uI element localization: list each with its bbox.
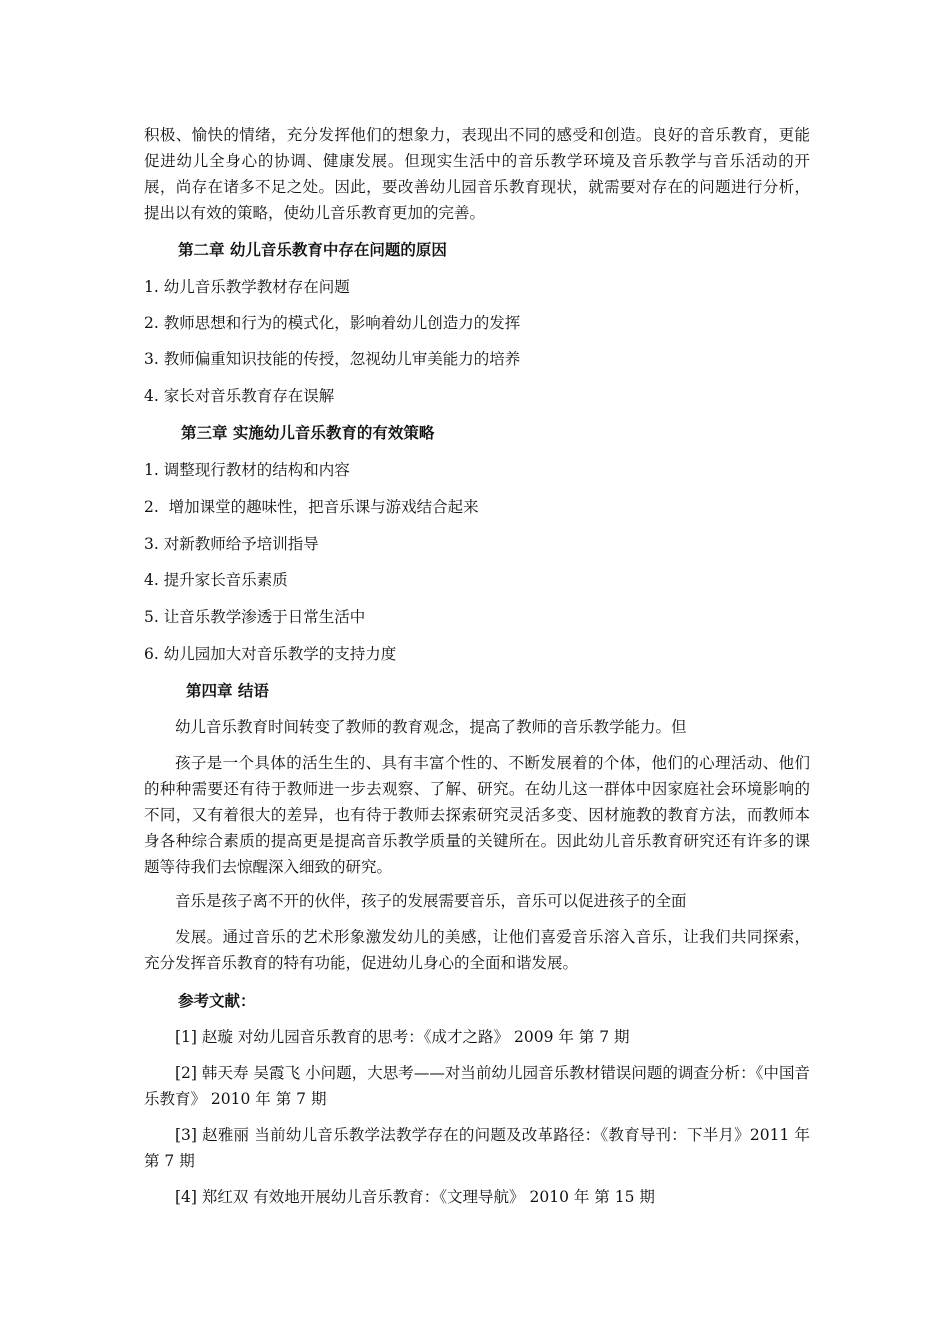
chapter-4-heading: 第四章 结语 [186, 681, 269, 700]
conclusion-paragraph-4: 发展。通过音乐的艺术形象激发幼儿的美感，让他们喜爱音乐溶入音乐，让我们共同探索，充分发挥音乐教育的特有功能，促进幼儿身心的全面和谐发展。 [144, 928, 810, 972]
intro-paragraph: 积极、愉快的情绪，充分发挥他们的想象力，表现出不同的感受和创造。良好的音乐教育，更能促进幼儿全身心的协调、健康发展。但现实生活中的音乐教学环境及音乐教学与音乐活动的开展，尚存在诸多不足之处。因此，要改善幼儿园音乐教育现状，就需要对存在的问题进行分析，提出以有效的策略，使幼儿音乐教育更加的完善。 [144, 126, 810, 222]
chapter-2-item-2: 2. 教师思想和行为的模式化，影响着幼儿创造力的发挥 [144, 314, 521, 332]
reference-3: [3] 赵雅丽 当前幼儿音乐教学法教学存在的问题及改革路径：《教育导刊：下半月》2011 年 第 7 期 [144, 1126, 810, 1170]
conclusion-paragraph-1: 幼儿音乐教育时间转变了教师的教育观念，提高了教师的音乐教学能力。但 [175, 718, 687, 736]
chapter-3-heading: 第三章 实施幼儿音乐教育的有效策略 [181, 423, 435, 442]
chapter-3-item-4: 4. 提升家长音乐素质 [144, 571, 288, 589]
reference-2: [2] 韩天寿 吴霞飞 小问题，大思考——对当前幼儿园音乐教材错误问题的调查分析：《中国音乐教育》 2010 年 第 7 期 [144, 1064, 810, 1108]
chapter-3-item-6: 6. 幼儿园加大对音乐教学的支持力度 [144, 645, 397, 663]
chapter-2-item-1: 1. 幼儿音乐教学教材存在问题 [144, 278, 350, 296]
conclusion-paragraph-3: 音乐是孩子离不开的伙伴，孩子的发展需要音乐，音乐可以促进孩子的全面 [175, 892, 687, 910]
chapter-3-item-2: 2. 增加课堂的趣味性，把音乐课与游戏结合起来 [144, 498, 479, 516]
chapter-2-heading: 第二章 幼儿音乐教育中存在问题的原因 [178, 240, 447, 259]
chapter-3-item-1: 1. 调整现行教材的结构和内容 [144, 461, 350, 479]
reference-4: [4] 郑红双 有效地开展幼儿音乐教育：《文理导航》 2010 年 第 15 期 [175, 1188, 655, 1206]
chapter-2-item-3: 3. 教师偏重知识技能的传授，忽视幼儿审美能力的培养 [144, 350, 521, 368]
chapter-3-item-5: 5. 让音乐教学渗透于日常生活中 [144, 608, 366, 626]
reference-1: [1] 赵璇 对幼儿园音乐教育的思考：《成才之路》 2009 年 第 7 期 [175, 1028, 630, 1046]
references-heading: 参考文献： [178, 991, 256, 1010]
chapter-2-item-4: 4. 家长对音乐教育存在误解 [144, 387, 335, 405]
chapter-3-item-3: 3. 对新教师给予培训指导 [144, 535, 319, 553]
conclusion-paragraph-2: 孩子是一个具体的活生生的、具有丰富个性的、不断发展着的个体，他们的心理活动、他们的种种需要还有待于教师进一步去观察、了解、研究。在幼儿这一群体中因家庭社会环境影响的不同，又有着很大的差异，也有待于教师去探索研究灵活多变、因材施教的教育方法，而教师本身各种综合素质的提高更是提高音乐教学质量的关键所在。因此幼儿音乐教育研究还有许多的课题等待我们去惊醒深入细致的研究。 [144, 754, 810, 876]
